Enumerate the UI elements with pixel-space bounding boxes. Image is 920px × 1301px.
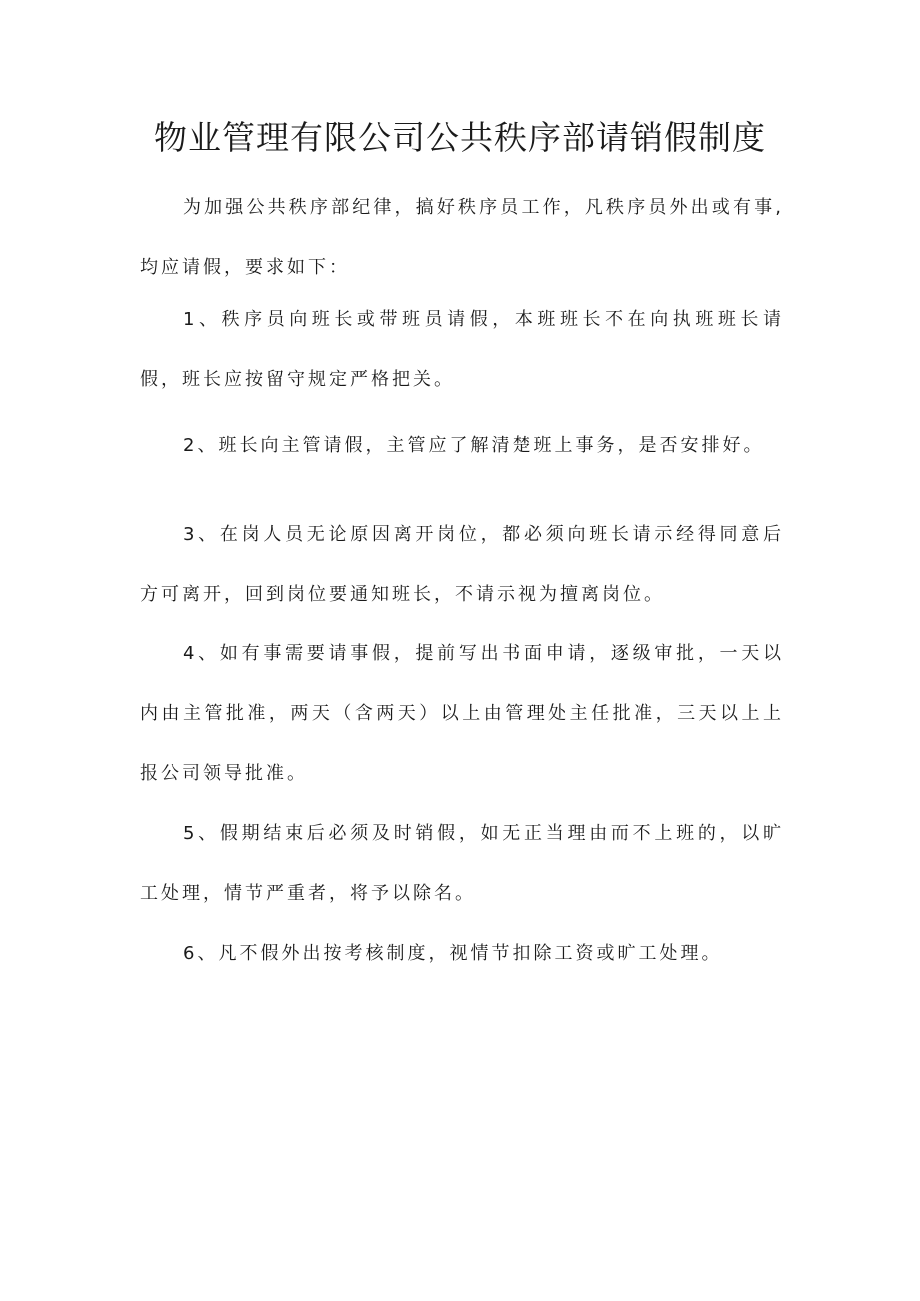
rule-1: 1、秩序员向班长或带班员请假，本班班长不在向执班班长请假，班长应按留守规定严格把关。 bbox=[140, 309, 784, 390]
rule-5: 5、假期结束后必须及时销假，如无正当理由而不上班的，以旷工处理，情节严重者，将予以除名。 bbox=[140, 823, 784, 904]
rule-4: 4、如有事需要请事假，提前写出书面申请，逐级审批，一天以内由主管批准，两天（含两天）以上由管理处主任批准，三天以上上报公司领导批准。 bbox=[140, 643, 784, 784]
rule-3: 3、在岗人员无论原因离开岗位，都必须向班长请示经得同意后方可离开，回到岗位要通知班长，不请示视为擅离岗位。 bbox=[140, 524, 784, 605]
intro-paragraph: 为加强公共秩序部纪律，搞好秩序员工作，凡秩序员外出或有事,均应请假，要求如下： bbox=[140, 197, 784, 278]
rule-6: 6、凡不假外出按考核制度，视情节扣除工资或旷工处理。 bbox=[183, 943, 723, 964]
page-title: 物业管理有限公司公共秩序部请销假制度 bbox=[154, 118, 766, 157]
rule-2: 2、班长向主管请假，主管应了解清楚班上事务，是否安排好。 bbox=[183, 435, 765, 456]
